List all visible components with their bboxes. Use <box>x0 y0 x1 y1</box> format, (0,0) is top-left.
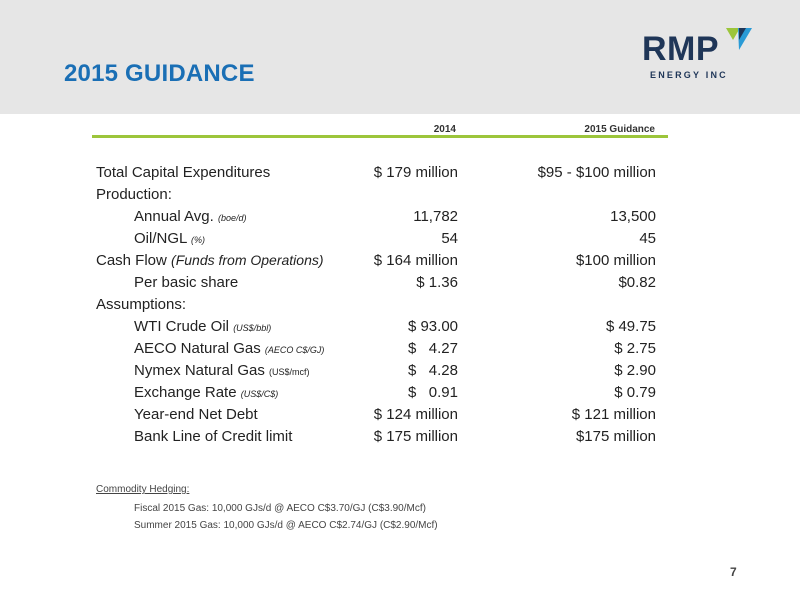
row-label: Oil/NGL (%) <box>134 230 205 247</box>
table-row-total-capex <box>0 164 800 186</box>
table-row-oil-ngl <box>0 230 800 252</box>
table-row-cash-flow <box>0 252 800 274</box>
value-2014: $ 164 million <box>373 252 458 269</box>
header-divider <box>92 135 668 138</box>
value-2015: $ 49.75 <box>605 318 656 335</box>
row-label: Total Capital Expenditures <box>96 164 271 181</box>
row-label: Production: <box>96 186 172 203</box>
table-row-annual-avg <box>0 208 800 230</box>
logo-subtitle: ENERGY INC <box>650 70 728 80</box>
column-header-2014: 2014 <box>433 124 456 135</box>
table-row-assumptions <box>0 296 800 318</box>
row-label: Nymex Natural Gas (US$/mcf) <box>134 362 310 379</box>
value-2014: $ 124 million <box>373 406 458 423</box>
company-logo <box>642 28 752 90</box>
row-label: Year-end Net Debt <box>134 406 258 423</box>
table-row-per-share <box>0 274 800 296</box>
hedging-line: Fiscal 2015 Gas: 10,000 GJs/d @ AECO C$3.70/GJ (C$3.90/Mcf) <box>134 503 426 514</box>
value-2015: 45 <box>639 230 656 247</box>
value-2014: $ 4.27 <box>407 340 458 357</box>
row-unit: (boe/d) <box>217 213 247 223</box>
table-row-nymex <box>0 362 800 384</box>
value-2015: 13,500 <box>610 208 656 225</box>
value-2014: $ 0.91 <box>407 384 458 401</box>
value-2015: $95 - $100 million <box>537 164 656 181</box>
row-unit: (AECO C$/GJ) <box>264 345 325 355</box>
table-row-net-debt <box>0 406 800 428</box>
row-label: Annual Avg. (boe/d) <box>134 208 247 225</box>
value-2014: 11,782 <box>413 208 458 225</box>
value-2014: $ 93.00 <box>407 318 458 335</box>
value-2014: $ 179 million <box>373 164 458 181</box>
value-2015: $ 121 million <box>571 406 656 423</box>
table-row-aeco <box>0 340 800 362</box>
value-2014: 54 <box>441 230 458 247</box>
row-unit: (US$/C$) <box>240 389 279 399</box>
value-2015: $0.82 <box>618 274 656 291</box>
row-unit: (US$/bbl) <box>233 323 272 333</box>
value-2014: $ 1.36 <box>416 274 458 291</box>
table-row-bank-line <box>0 428 800 450</box>
hedging-title: Commodity Hedging: <box>96 484 190 495</box>
row-unit: (Funds from Operations) <box>171 252 324 268</box>
table-row-wti <box>0 318 800 340</box>
page-number: 7 <box>730 565 737 579</box>
value-2014: $ 4.28 <box>407 362 458 379</box>
row-label: Cash Flow (Funds from Operations) <box>96 252 324 269</box>
value-2015: $ 0.79 <box>614 384 656 401</box>
row-unit: (US$/mcf) <box>269 367 310 377</box>
row-label: AECO Natural Gas (AECO C$/GJ) <box>134 340 325 357</box>
value-2015: $100 million <box>575 252 656 269</box>
row-label: WTI Crude Oil (US$/bbl) <box>134 318 272 335</box>
hedging-line: Summer 2015 Gas: 10,000 GJs/d @ AECO C$2.74/GJ (C$2.90/Mcf) <box>134 520 438 531</box>
logo-wordmark: RMP <box>642 30 720 68</box>
column-header-2015-guidance: 2015 Guidance <box>584 124 655 135</box>
row-label: Bank Line of Credit limit <box>134 428 293 445</box>
logo-chevron-icon <box>726 28 752 52</box>
page-title: 2015 GUIDANCE <box>64 60 255 87</box>
row-label: Per basic share <box>134 274 239 291</box>
row-unit: (%) <box>190 235 205 245</box>
value-2015: $ 2.90 <box>614 362 656 379</box>
value-2015: $175 million <box>575 428 656 445</box>
value-2014: $ 175 million <box>373 428 458 445</box>
table-row-production <box>0 186 800 208</box>
row-label: Exchange Rate (US$/C$) <box>134 384 279 401</box>
value-2015: $ 2.75 <box>614 340 656 357</box>
row-label: Assumptions: <box>96 296 187 313</box>
table-row-exchange-rate <box>0 384 800 406</box>
